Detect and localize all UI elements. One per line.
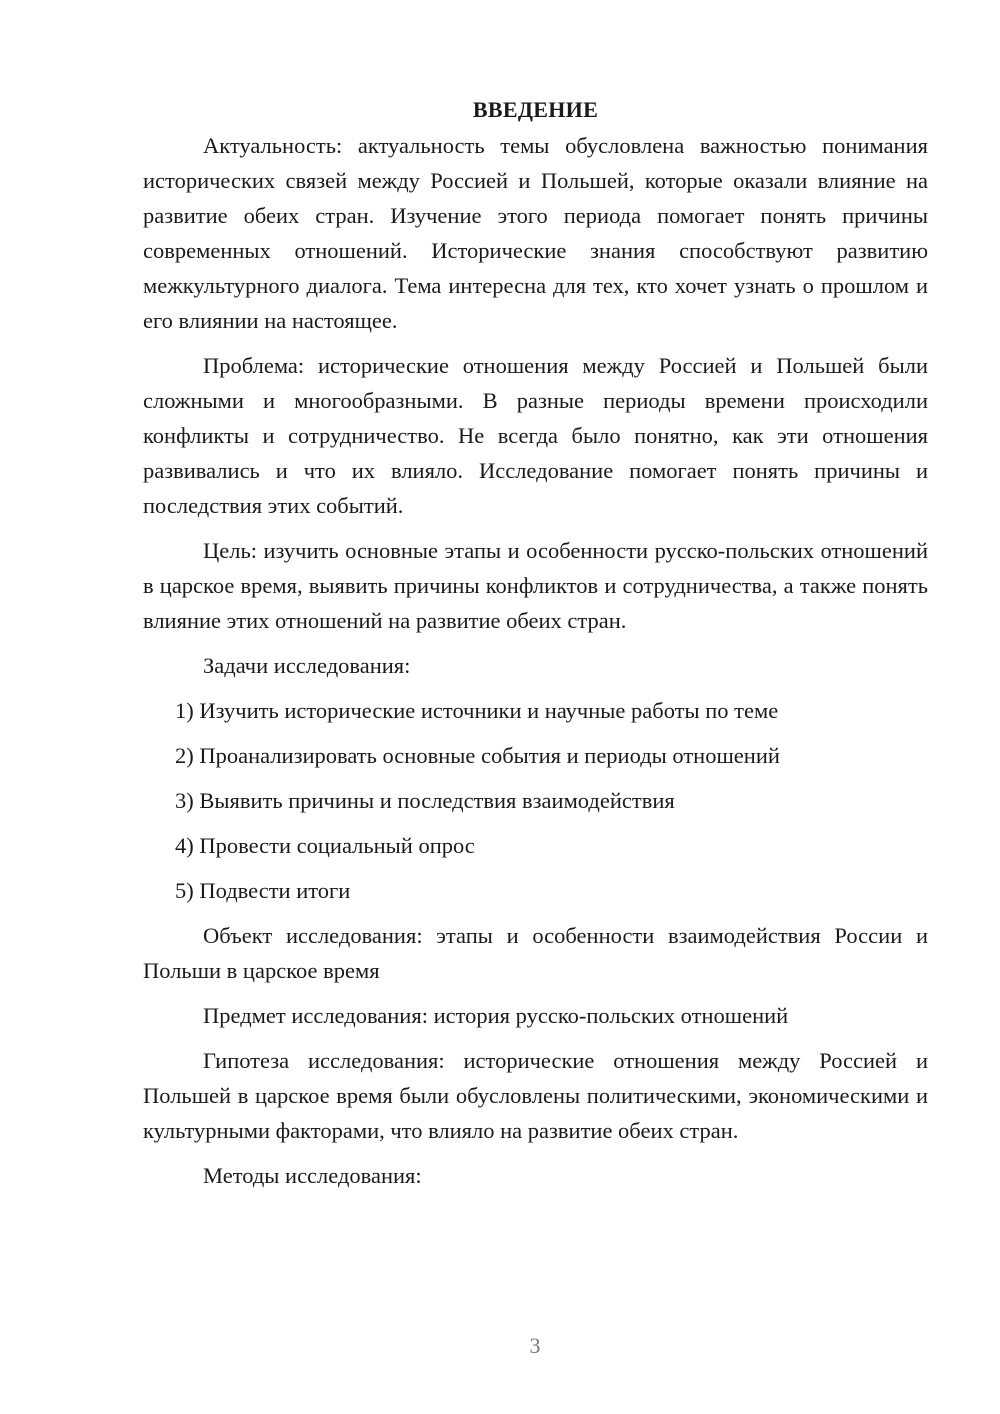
task-item: 2) Проанализировать основные события и периоды отношений [175, 743, 780, 768]
task-item: 3) Выявить причины и последствия взаимодействия [175, 788, 675, 813]
goal-paragraph: Цель: изучить основные этапы и особенности русско-польских отношений в царское время, выявить причины конфликтов и сотрудничества, а также понять влияние этих отношений на развитие обеих стран. [143, 538, 928, 633]
page-content [143, 92, 928, 1203]
tasks-list [143, 693, 928, 908]
page-number: 3 [529, 1333, 541, 1358]
tasks-heading: Задачи исследования: [203, 653, 411, 678]
object-paragraph: Объект исследования: этапы и особенности взаимодействия России и Польши в царское время [143, 923, 928, 983]
task-item: 4) Провести социальный опрос [175, 833, 475, 858]
relevance-paragraph: Актуальность: актуальность темы обусловлена важностью понимания исторических связей между Россией и Польшей, которые оказали влияние на развитие обеих стран. Изучение этого периода помогает понять причины современных отношений. Исторические знания способствуют развитию межкультурного диалога. Тема интересна для тех, кто хочет узнать о прошлом и его влиянии на настоящее. [143, 133, 928, 333]
section-title: ВВЕДЕНИЕ [472, 97, 599, 122]
hypothesis-paragraph: Гипотеза исследования: исторические отношения между Россией и Польшей в царское время были обусловлены политическими, экономическими и культурными факторами, что влияло на развитие обеих стран. [143, 1048, 928, 1143]
task-item: 1) Изучить исторические источники и научные работы по теме [175, 698, 779, 723]
methods-heading: Методы исследования: [203, 1163, 422, 1188]
problem-paragraph: Проблема: исторические отношения между Россией и Польшей были сложными и многообразными. В разные периоды времени происходили конфликты и сотрудничество. Не всегда было понятно, как эти отношения развивались и что их влияло. Исследование помогает понять причины и последствия этих событий. [143, 353, 928, 518]
subject-paragraph: Предмет исследования: история русско-польских отношений [203, 1003, 789, 1028]
task-item: 5) Подвести итоги [175, 878, 351, 903]
